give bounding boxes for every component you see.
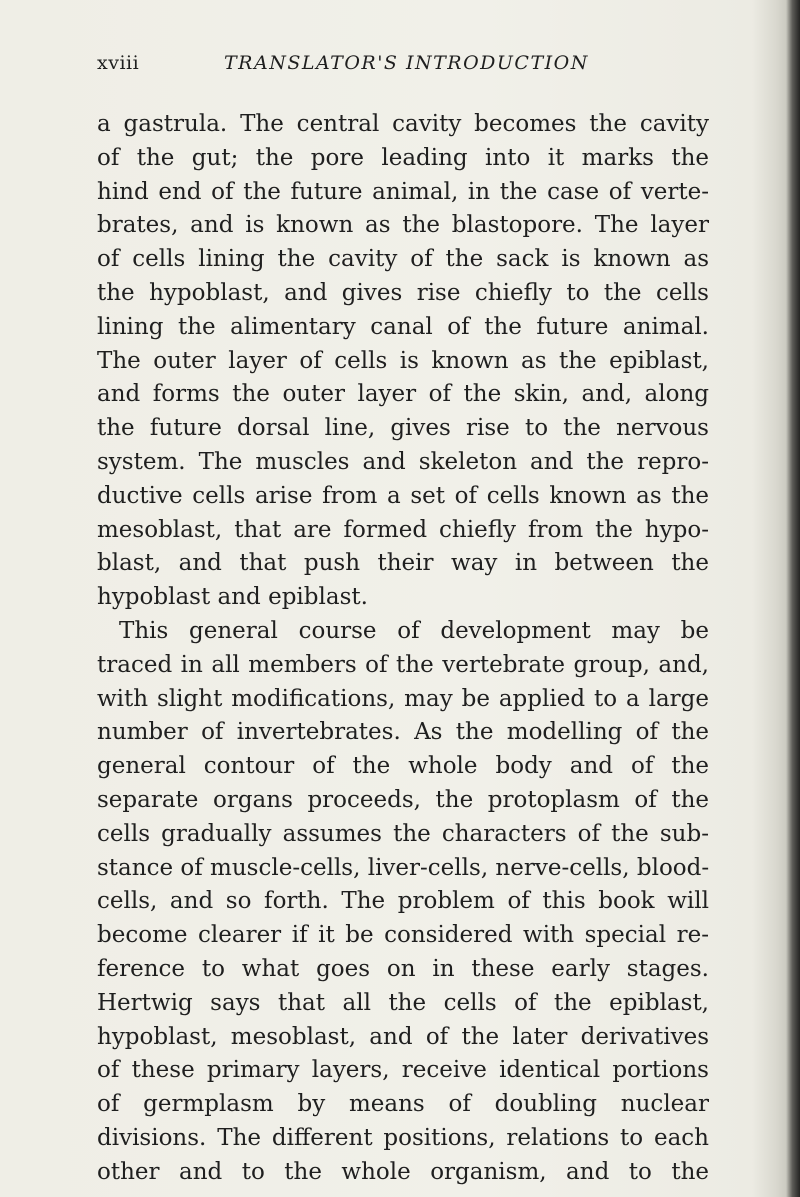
text-line: become clearer if it be considered with special re- [97, 922, 709, 949]
text-line: other and to the whole organism, and to the [97, 1158, 709, 1185]
text-line: lining the alimentary canal of the future animal. [97, 313, 709, 340]
page-number: xviii [97, 52, 140, 74]
text-line: Hertwig says that all the cells of the epiblast, [97, 989, 709, 1016]
text-line: hind end of the future animal, in the case of verte- [97, 178, 709, 205]
text-line: of these primary layers, receive identical portions [97, 1057, 709, 1084]
text-line: of the gut; the pore leading into it marks the [97, 144, 709, 171]
text-line: of cells lining the cavity of the sack is known as [97, 246, 709, 273]
body-text [97, 108, 709, 1190]
text-line: and forms the outer layer of the skin, and, along [97, 381, 709, 408]
text-line: ductive cells arise from a set of cells known as the [97, 482, 709, 509]
text-line: The outer layer of cells is known as the epiblast, [97, 347, 709, 374]
text-line: number of invertebrates. As the modelling of the [97, 719, 709, 746]
paragraph-end-line: hypoblast and epiblast. [97, 584, 368, 611]
text-line: of germplasm by means of doubling nuclear [97, 1091, 709, 1118]
text-line: general contour of the whole body and of the [97, 753, 709, 780]
text-line: the hypoblast, and gives rise chiefly to the cells [97, 279, 709, 306]
text-line: divisions. The different positions, relations to each [97, 1124, 709, 1151]
text-line: the future dorsal line, gives rise to the nervous [97, 415, 709, 442]
text-line: mesoblast, that are formed chiefly from the hypo- [97, 516, 709, 543]
page-binding-edge [786, 0, 800, 1197]
text-line: hypoblast, mesoblast, and of the later derivatives [97, 1023, 709, 1050]
text-line: traced in all members of the vertebrate group, and, [97, 651, 709, 678]
text-line: a gastrula. The central cavity becomes the cavity [97, 111, 709, 137]
text-line: separate organs proceeds, the protoplasm of the [97, 786, 709, 813]
running-head [97, 52, 697, 82]
text-line: cells, and so forth. The problem of this book will [97, 888, 709, 915]
text-line: system. The muscles and skeleton and the repro- [97, 448, 709, 475]
text-line: with slight modifications, may be applied to a large [97, 685, 709, 712]
text-line: blast, and that push their way in between the [97, 550, 709, 577]
paragraph-start-line: This general course of development may be [119, 617, 709, 644]
text-line: stance of muscle-cells, liver-cells, nerve-cells, blood- [97, 854, 709, 881]
running-head-title: TRANSLATOR'S INTRODUCTION [224, 52, 589, 74]
text-line: ference to what goes on in these early stages. [97, 955, 709, 982]
text-line: brates, and is known as the blastopore. The layer [97, 212, 709, 239]
text-line: cells gradually assumes the characters of the sub- [97, 820, 709, 847]
